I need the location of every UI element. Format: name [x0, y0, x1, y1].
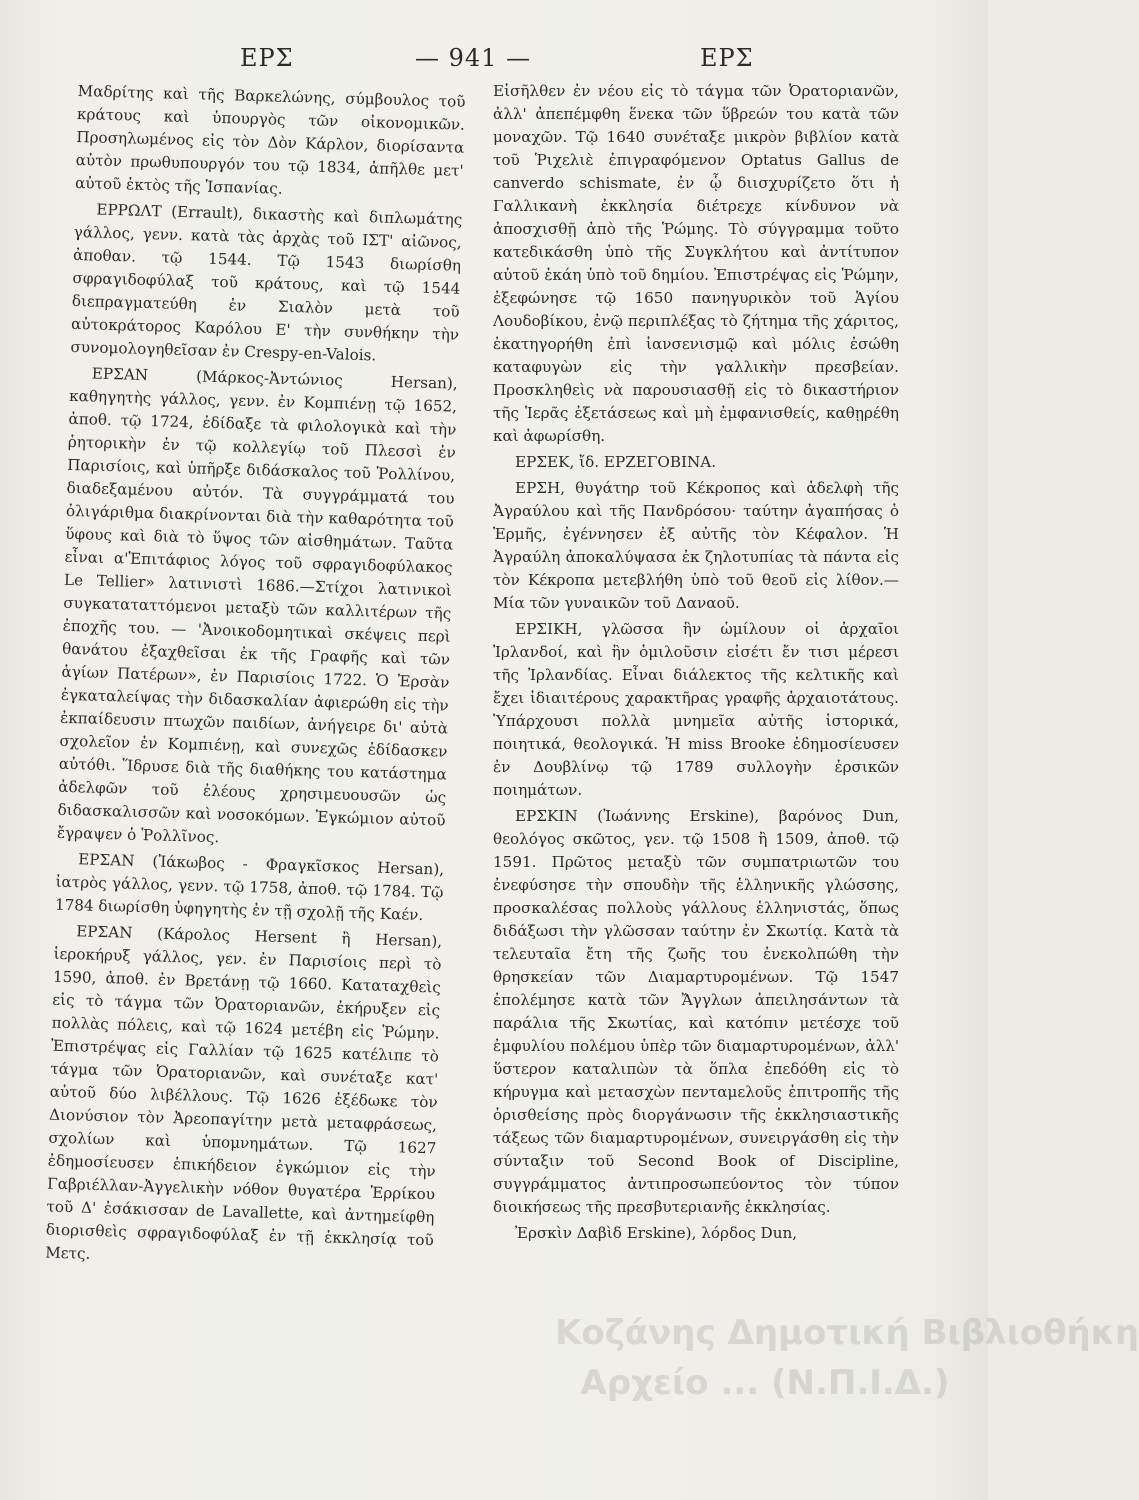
entry-ersan-marc-antoine: ΕΡΣΑΝ (Μάρκος-Ἀντώνιος Hersan), καθηγητὴς γάλλος, γενν. ἐν Κομπιένῃ τῷ 1652, ἀποθ. τῷ 1724, ἐδίδαξε τὰ φιλολογικὰ καὶ τὴν ῥητορικὴν ἐν τῷ κολλεγίῳ τοῦ Πλεσσὶ ἐν Παρισίοις, καὶ ὑπῆρξε διδάσκαλος τοῦ Ῥολλίνου, διαδεξαμένου αὐτόν. Τὰ συγγράμματά του ὀλιγάριθμα διακρίνονται διὰ τὴν καθαρότητα τοῦ ὕφους καὶ διὰ τὸ ὕψος τῶν αἰσθημάτων. Ταῦτα εἶναι α'Ἐπιτάφιος λόγος τοῦ σφραγιδοφύλακος Le Tellier» λατινιστὶ 1686.—Στίχοι λατινικοὶ συγκαταταττόμενοι μεταξὺ τῶν καλλιτέρων τῆς ἐποχῆς του. — 'Ἀνοικοδομητικαὶ σκέψεις περὶ θανάτου ἐξαχθεῖσαι ἐκ τῆς Γραφῆς καὶ τῶν ἁγίων Πατέρων», ἐν Παρισίοις 1722. Ὁ Ἐρσὰν ἐγκαταλείψας τὴν διδασκαλίαν ἀφιερώθη εἰς τὴν ἐκπαίδευσιν πτωχῶν παιδίων, ἀνήγειρε δι' αὐτὰ σχολεῖον ἐν Κομπιένῃ, καὶ συνεχῶς ἐδίδασκεν αὐτόθι. Ἵδρυσε διὰ τῆς διαθήκης του κατάστημα ἀδελφῶν τοῦ ἐλέους χρησιμευουσῶν ὡς διδασκαλισσῶν καὶ νοσοκόμων. Ἐγκώμιον αὐτοῦ ἔγραψεν ὁ Ῥολλῖνος. — [56, 364, 458, 847]
page-number: — 941 — — [415, 44, 532, 72]
left-paragraph-continuation: Μαδρίτης καὶ τῆς Βαρκελώνης, σύμβουλος τοῦ κράτους καὶ ὑπουργὸς τῶν οἰκονομικῶν. Προσηλωμένος εἰς τὸν Δὸν Κάρλον, διορίσαντα αὐτὸν πρωθυπουργόν του τῷ 1834, ἀπῆλθε μετ' αὐτοῦ ἐκτὸς τῆς Ἱσπανίας. — [74, 81, 466, 198]
watermark-line-2: Αρχείο ... (Ν.Π.Ι.Δ.) — [580, 1363, 950, 1403]
entry-ersan-charles: ΕΡΣΑΝ (Κάρολος Hersent ἢ Hersan), ἱεροκήρυξ γάλλος, γεν. ἐν Παρισίοις περὶ τὸ 1590, ἀποθ. ἐν Βρετάνῃ τῷ 1660. Καταταχθεὶς εἰς τὸ τάγμα τῶν Ὀρατοριανῶν, ἐκήρυξεν εἰς πολλὰς πόλεις, καὶ τῷ 1624 μετέβη εἰς Ῥώμην. Ἐπιστρέψας εἰς Γαλλίαν τῷ 1625 κατέλιπε τὸ τάγμα τῶν Ὀρατοριανῶν, καὶ συνέταξε κατ' αὐτοῦ δύο λιβέλλους. Τῷ 1626 ἐξέδωκε τὸν Διονύσιον τὸν Ἀρεοπαγίτην μετὰ μεταφράσεως, σχολίων καὶ ὑπομνημάτων. Τῷ 1627 ἐδημοσίευσεν ἐπικήδειον ἐγκώμιον εἰς τὴν Γαβριέλλαν-Ἀγγελικὴν νόθον θυγατέρα Ἐρρίκου τοῦ Δ' ἐσάκισσαν de Lavallette, καὶ ἀντημείφθη διορισθεὶς σφραγιδοφύλαξ ἐν τῇ ἐκκλησίᾳ τοῦ Μετς. — [44, 922, 443, 1263]
watermark-line-1: Κοζάνης Δημοτική Βιβλιοθήκη — [555, 1313, 1139, 1353]
header-right-guide-word: ΕΡΣ — [700, 44, 754, 72]
library-watermark — [555, 1308, 1139, 1428]
entry-ersike: ΕΡΣΙΚΗ, γλῶσσα ἣν ὡμίλουν οἱ ἀρχαῖοι Ἰρλανδοί, καὶ ἣν ὁμιλοῦσιν εἰσέτι ἔν τισι μέρεσι τῆς Ἰρλανδίας. Εἶναι διάλεκτος τῆς κελτικῆς καὶ ἔχει ἰδιαιτέρους χαρακτῆρας γραφῆς ἀρχαιοτάτους. Ὑπάρχουσι πολλὰ μνημεῖα αὐτῆς ἱστορικά, ποιητικά, θεολογικά. Ἡ miss Brooke ἐδημοσίευσεν ἐν Δουβλίνῳ τῷ 1789 συλλογὴν ἐρσικῶν ποιημάτων. — [493, 620, 899, 799]
header-left-guide-word: ΕΡΣ — [240, 44, 294, 72]
right-paragraph-continuation: Εἰσῆλθεν ἐν νέου εἰς τὸ τάγμα τῶν Ὀρατοριανῶν, ἀλλ' ἀπεπέμφθη ἕνεκα τῶν ὕβρεών του κατὰ τῶν μοναχῶν. Τῷ 1640 συνέταξε μικρὸν βιβλίον κατὰ τοῦ Ῥιχελιὲ ἐπιγραφόμενον Optatus Gallus de canverdo schismate, ἐν ᾧ διισχυρίζετο ὅτι ἡ Γαλλικανὴ ἐκκλησία διέτρεχε κίνδυνον νὰ ἀποσχισθῇ ἀπὸ τῆς Ῥώμης. Τὸ σύγγραμμα τοῦτο κατεδικάσθη ὑπὸ τῆς Συγκλήτου καὶ ἀντίτυπον αὐτοῦ ἐκάη ὑπὸ τοῦ δημίου. Ἐπιστρέψας εἰς Ῥώμην, ἐξεφώνησε τῷ 1650 πανηγυρικὸν τοῦ Ἁγίου Λουδοβίκου, ἐνῷ περιπλέξας τὸ ζήτημα τῆς χάριτος, ἐκατηγορήθη ἐπὶ ἰανσενισμῷ καὶ μόλις ἐσώθη καταφυγὼν εἰς τὴν γαλλικὴν πρεσβείαν. Προσκληθεὶς νὰ παρουσιασθῇ εἰς τὸ δικαστήριον τῆς Ἱερᾶς ἐξετάσεως καὶ μὴ ἐμφανισθείς, καθῃρέθη καὶ ἀφωρίσθη. — [493, 82, 899, 445]
entry-erskine-john: ΕΡΣΚΙΝ (Ἰωάννης Erskine), βαρόνος Dun, θεολόγος σκῶτος, γεν. τῷ 1508 ἢ 1509, ἀποθ. τῷ 1591. Πρῶτος μεταξὺ τῶν συμπατριωτῶν του ἐνεφύσησε τὴν σπουδὴν τῆς ἑλληνικῆς γλώσσης, προσκαλέσας πολλοὺς γάλλους ἑλληνιστάς, ὅπως διδάξωσι τὴν γλῶσσαν ταύτην ἐν Σκωτίᾳ. Κατὰ τὰ τελευταῖα ἔτη τῆς ζωῆς του ἐνεκολπώθη τὴν θρησκείαν τῶν Διαμαρτυρομένων. Τῷ 1547 ἐπολέμησε κατὰ τῶν Ἄγγλων ἀπειλησάντων τὰ παράλια τῆς Σκωτίας, καὶ κατόπιν μετέσχε τοῦ ἐμφυλίου πολέμου ὑπὲρ τῶν διαμαρτυρομένων, ἀλλ' ὕστερον καταλιπὼν τὰ ὅπλα ἐπεδόθη εἰς τὸ κήρυγμα καὶ μετασχὼν πενταμελοῦς ἐπιτροπῆς τῆς ὁρισθείσης πρὸς διοργάνωσιν τῆς ἐκκλησιαστικῆς τάξεως τῶν διαμαρτυρομένων, συνειργάσθη εἰς τὴν σύνταξιν τοῦ Second Book of Discipline, συγγράμματος ἀντιπροσωπεύοντος τὸν τύπον διοικήσεως τῆς πρεσβυτεριανῆς ἐκκλησίας. — [493, 807, 899, 1216]
entry-ersek: ΕΡΣΕΚ, ἴδ. ΕΡΖΕΓΟΒΙΝΑ. — [515, 453, 717, 471]
entry-erskine-david: Ἐρσκὶν Δαβὶδ Erskine), λόρδος Dun, — [515, 1224, 798, 1242]
left-column — [40, 80, 465, 1435]
entry-ersan-jacques-francois: ΕΡΣΑΝ (Ἰάκωβος - Φραγκῖσκος Hersan), ἰατρὸς γάλλος, γενν. τῷ 1758, ἀποθ. τῷ 1784. Τῷ 1784 διωρίσθη ὑφηγητὴς ἐν τῇ σχολῇ τῆς Καέν. — [54, 850, 445, 924]
running-header — [60, 44, 930, 84]
entry-erse: ΕΡΣΗ, θυγάτηρ τοῦ Κέκροπος καὶ ἀδελφὴ τῆς Ἀγραύλου καὶ τῆς Πανδρόσου· ταύτην ἀγαπήσας ὁ Ἑρμῆς, ἐγέννησεν ἐξ αὐτῆς τὸν Κέφαλον. Ἡ Ἀγραύλη ἀποκαλύψασα ἐκ ζηλοτυπίας τὰ πάντα εἰς τὸν Κέκροπα μετεβλήθη ὑπὸ τοῦ θεοῦ εἰς λίθον.—Μία τῶν γυναικῶν τοῦ Δαναοῦ. — [493, 479, 899, 612]
entry-errault: ΕΡΡΩΛΤ (Errault), δικαστὴς καὶ διπλωμάτης γάλλος, γενν. κατὰ τὰς ἀρχὰς τοῦ ΙΣΤ' αἰῶνος, ἀποθαν. τῷ 1544. Τῷ 1543 διωρίσθη σφραγιδοφύλαξ τοῦ κράτους, καὶ τῷ 1544 διεπραγματεύθη ἐν Σιαλὸν μετὰ τοῦ αὐτοκράτορος Καρόλου Ε' τὴν συνθήκην τὴν συνομολογηθεῖσαν ἐν Crespy-en-Valois. — [70, 200, 463, 365]
right-column — [493, 80, 899, 1425]
